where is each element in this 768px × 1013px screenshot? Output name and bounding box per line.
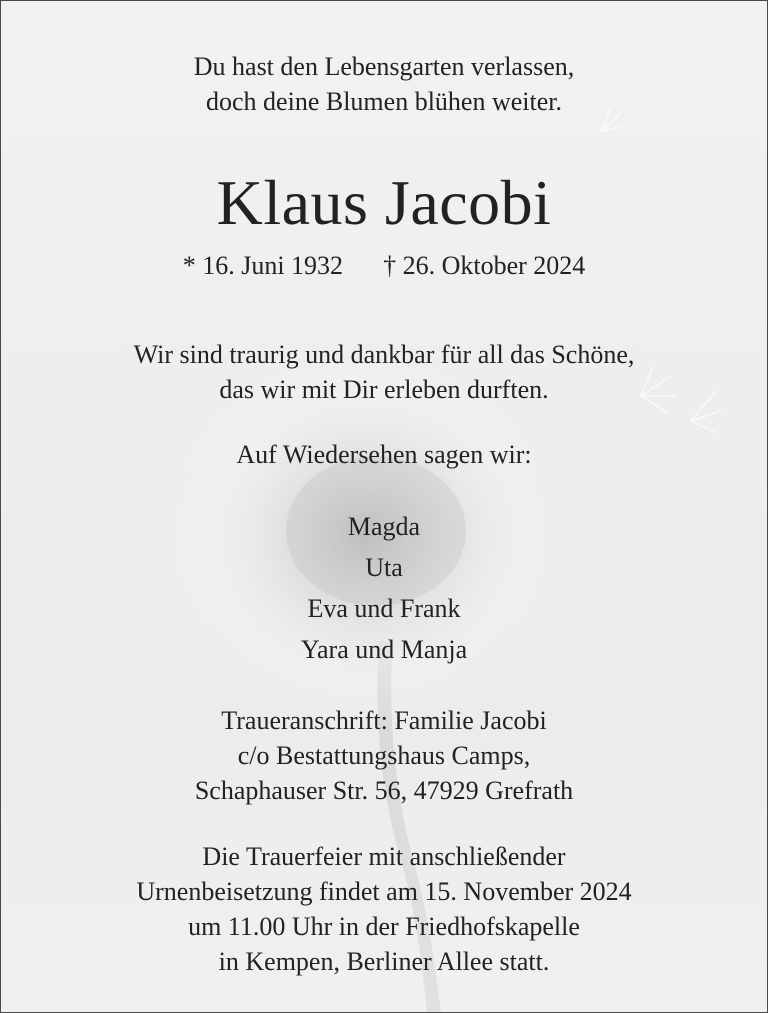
- ceremony-line: in Kempen, Berliner Allee statt.: [218, 947, 550, 976]
- motto-line: Du hast den Lebensgarten verlassen,: [193, 52, 575, 81]
- ceremony-line: um 11.00 Uhr in der Friedhofskapelle: [188, 912, 580, 941]
- mourner-name: Magda: [347, 512, 421, 541]
- life-dates: [1, 249, 767, 283]
- ceremony-info: [1, 839, 767, 979]
- address-line: c/o Bestattungshaus Camps,: [237, 741, 531, 770]
- mourner-name: Yara und Manja: [300, 635, 468, 664]
- thanks-line: Wir sind traurig und dankbar für all das Schöne,: [133, 340, 635, 369]
- mourning-address: [1, 703, 767, 808]
- ceremony-line: Urnenbeisetzung findet am 15. November 2024: [136, 877, 632, 906]
- farewell-text: Auf Wiedersehen sagen wir:: [236, 440, 532, 469]
- death-date: † 26. Oktober 2024: [383, 251, 586, 280]
- thanks-line: das wir mit Dir erleben durften.: [219, 375, 549, 404]
- address-line: Traueranschrift: Familie Jacobi: [221, 706, 547, 735]
- motto: [1, 49, 767, 119]
- mourners-list: [1, 506, 767, 670]
- deceased-name: Klaus Jacobi: [216, 167, 552, 238]
- address-line: Schaphauser Str. 56, 47929 Grefrath: [194, 776, 574, 805]
- ceremony-line: Die Trauerfeier mit anschließender: [202, 842, 566, 871]
- mourner-name: Uta: [365, 553, 403, 582]
- motto-line: doch deine Blumen blühen weiter.: [206, 87, 562, 116]
- thanks-text: [1, 337, 767, 407]
- birth-date: * 16. Juni 1932: [182, 251, 344, 280]
- mourner-name: Eva und Frank: [307, 594, 461, 623]
